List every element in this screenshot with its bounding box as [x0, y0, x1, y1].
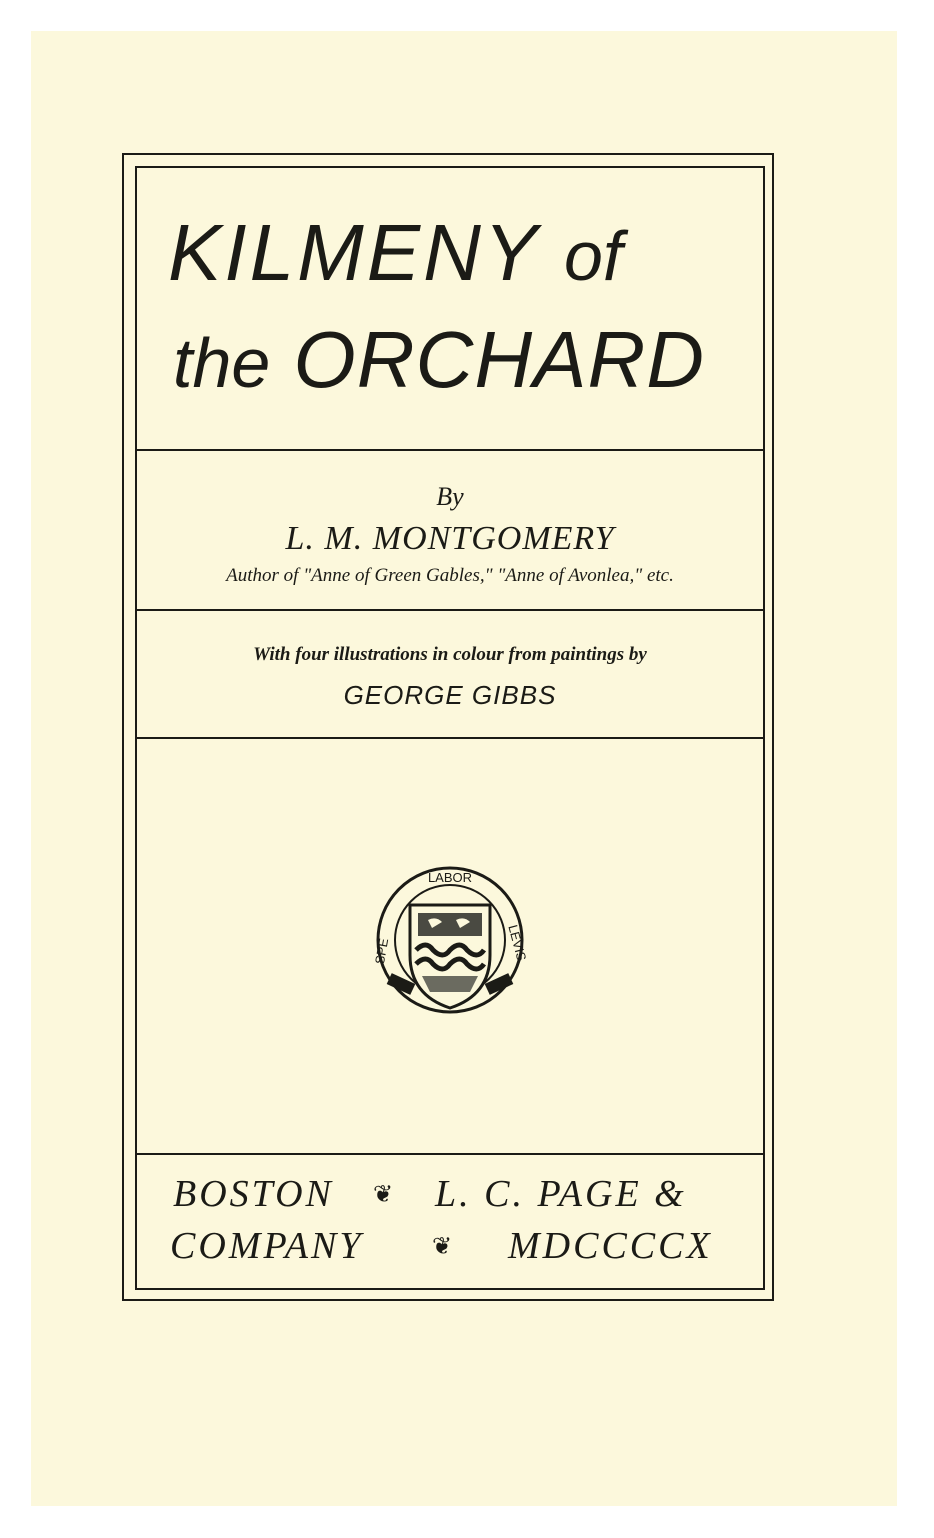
emblem-label-levis: LEVIS [505, 923, 530, 963]
imprint-city: BOSTON [173, 1173, 334, 1215]
imprint-line-2 [170, 1227, 770, 1267]
book-title-line-2 [173, 315, 705, 404]
author-name: L. M. MONTGOMERY [285, 520, 615, 557]
fleuron-icon-2: ❦ [432, 1234, 456, 1260]
divider-imprint [135, 1153, 765, 1155]
illustrator-name: GEORGE GIBBS [343, 680, 557, 710]
divider-title [135, 449, 765, 451]
title-word-orchard: ORCHARD [293, 315, 705, 404]
emblem-label-labor: LABOR [427, 870, 473, 885]
divider-illustrations [135, 737, 765, 739]
imprint-company: COMPANY [170, 1225, 364, 1267]
divider-author [135, 609, 765, 611]
fleuron-icon: ❦ [373, 1182, 397, 1208]
title-word-kilmeny: KILMENY [168, 208, 539, 297]
imprint-year: MDCCCCX [508, 1225, 713, 1267]
title-word-of: of [564, 217, 623, 295]
illustrations-note: With four illustrations in colour from paintings by [253, 644, 647, 665]
imprint-publisher: L. C. PAGE & [435, 1173, 687, 1215]
imprint-line-1 [173, 1175, 773, 1215]
author-credits: Author of "Anne of Green Gables," "Anne of Avonlea," etc. [226, 565, 674, 586]
book-title-line-1 [168, 208, 623, 297]
printers-mark-icon [370, 860, 530, 1020]
title-word-the: the [173, 324, 271, 402]
emblem-label-spe: SPE [371, 937, 392, 966]
by-label: By [436, 482, 464, 511]
